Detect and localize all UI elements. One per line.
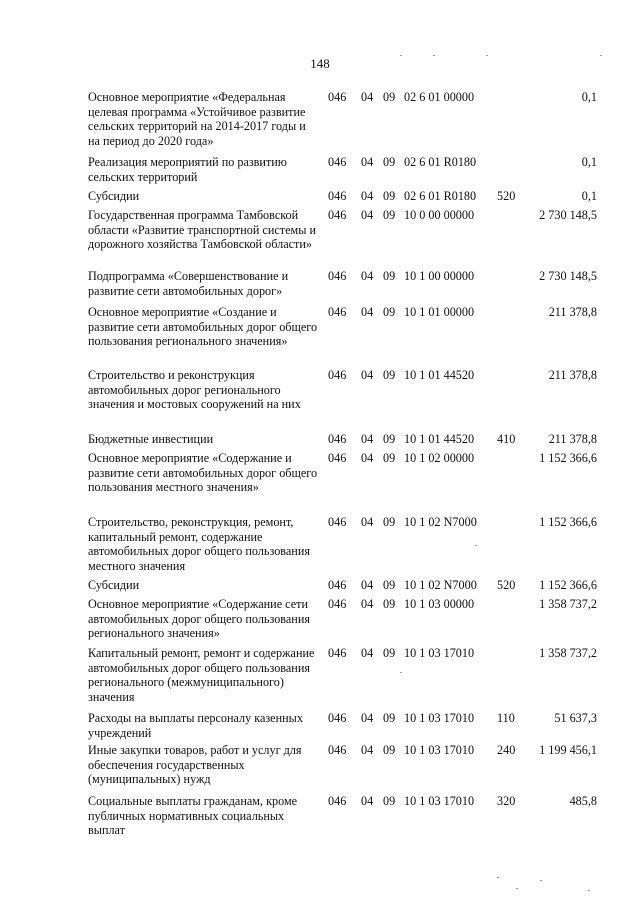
page-number: 148 xyxy=(310,56,330,71)
row-name: Субсидии xyxy=(88,189,140,203)
row-name: Основное мероприятие «Содержание сети автомобильных дорог общего пользования регионального значения» xyxy=(88,597,310,640)
row-rz: 04 xyxy=(361,711,374,725)
row-sum: 211 378,8 xyxy=(548,432,597,446)
row-rz: 04 xyxy=(361,597,374,611)
row-csr: 10 1 03 17010 xyxy=(404,646,475,660)
row-pr: 09 xyxy=(383,189,396,203)
row-rz: 04 xyxy=(361,155,374,169)
row-pr: 09 xyxy=(383,368,396,382)
row-ved: 046 xyxy=(328,189,347,203)
row-name: Капитальный ремонт, ремонт и содержание автомобильных дорог общего пользования регионального (межмуниципального) значения xyxy=(88,646,315,704)
row-pr: 09 xyxy=(383,305,396,319)
row-sum: 2 730 148,5 xyxy=(539,208,597,222)
row-name: Строительство, реконструкция, ремонт, капитальный ремонт, содержание автомобильных дорог общего пользования местного значения xyxy=(88,515,310,573)
row-ved: 046 xyxy=(328,432,347,446)
row-vr: 110 xyxy=(497,711,515,725)
row-ved: 046 xyxy=(328,578,347,592)
row-sum: 1 199 456,1 xyxy=(539,743,597,757)
row-pr: 09 xyxy=(383,90,396,104)
row-rz: 04 xyxy=(361,368,374,382)
row-name: Строительство и реконструкция автомобильных дорог регионального значения и мостовых сооружений на них xyxy=(88,368,301,411)
row-pr: 09 xyxy=(383,711,396,725)
row-sum: 51 637,3 xyxy=(554,711,597,725)
row-vr: 320 xyxy=(497,794,516,808)
row-name: Расходы на выплаты персоналу казенных учреждений xyxy=(88,711,303,740)
row-sum: 1 358 737,2 xyxy=(539,597,597,611)
scan-speck xyxy=(497,877,499,878)
row-csr: 02 6 01 00000 xyxy=(404,90,475,104)
row-sum: 0,1 xyxy=(581,189,597,203)
row-rz: 04 xyxy=(361,189,374,203)
row-csr: 10 0 00 00000 xyxy=(404,208,475,222)
scan-speck xyxy=(540,880,542,881)
row-ved: 046 xyxy=(328,368,347,382)
scan-speck xyxy=(433,55,435,56)
row-name: Основное мероприятие «Создание и развитие сети автомобильных дорог общего пользования регионального значения» xyxy=(88,305,318,348)
row-ved: 046 xyxy=(328,269,347,283)
row-csr: 10 1 03 17010 xyxy=(404,794,475,808)
row-name: Субсидии xyxy=(88,578,140,592)
row-sum: 1 152 366,6 xyxy=(539,515,597,529)
row-rz: 04 xyxy=(361,578,374,592)
row-ved: 046 xyxy=(328,711,347,725)
row-rz: 04 xyxy=(361,794,374,808)
row-vr: 410 xyxy=(497,432,516,446)
scan-speck xyxy=(588,890,590,891)
row-csr: 10 1 03 17010 xyxy=(404,743,475,757)
row-csr: 02 6 01 R0180 xyxy=(404,189,477,203)
row-csr: 10 1 00 00000 xyxy=(404,269,475,283)
row-rz: 04 xyxy=(361,305,374,319)
row-rz: 04 xyxy=(361,515,374,529)
row-name: Реализация мероприятий по развитию сельских территорий xyxy=(88,155,287,184)
row-csr: 02 6 01 R0180 xyxy=(404,155,477,169)
scan-speck xyxy=(516,888,518,889)
row-ved: 046 xyxy=(328,451,347,465)
row-rz: 04 xyxy=(361,432,374,446)
row-name: Бюджетные инвестиции xyxy=(88,432,214,446)
scan-speck xyxy=(475,545,477,546)
row-sum: 1 358 737,2 xyxy=(539,646,597,660)
row-rz: 04 xyxy=(361,743,374,757)
row-ved: 046 xyxy=(328,743,347,757)
row-ved: 046 xyxy=(328,597,347,611)
row-ved: 046 xyxy=(328,646,347,660)
row-sum: 0,1 xyxy=(581,155,597,169)
row-name: Подпрограмма «Совершенствование и развитие сети автомобильных дорог» xyxy=(88,269,289,298)
row-name: Иные закупки товаров, работ и услуг для обеспечения государственных (муниципальных) нужд xyxy=(88,743,302,786)
row-ved: 046 xyxy=(328,794,347,808)
row-csr: 10 1 02 N7000 xyxy=(404,515,477,529)
row-pr: 09 xyxy=(383,578,396,592)
row-csr: 10 1 01 00000 xyxy=(404,305,475,319)
row-pr: 09 xyxy=(383,432,396,446)
row-sum: 211 378,8 xyxy=(548,368,597,382)
row-pr: 09 xyxy=(383,451,396,465)
row-vr: 520 xyxy=(497,578,516,592)
row-rz: 04 xyxy=(361,208,374,222)
row-pr: 09 xyxy=(383,794,396,808)
row-pr: 09 xyxy=(383,515,396,529)
row-csr: 10 1 03 00000 xyxy=(404,597,475,611)
row-sum: 211 378,8 xyxy=(548,305,597,319)
row-sum: 1 152 366,6 xyxy=(539,451,597,465)
row-sum: 2 730 148,5 xyxy=(539,269,597,283)
row-vr: 240 xyxy=(497,743,516,757)
scan-speck xyxy=(400,672,402,673)
row-ved: 046 xyxy=(328,305,347,319)
row-pr: 09 xyxy=(383,597,396,611)
row-ved: 046 xyxy=(328,515,347,529)
row-csr: 10 1 01 44520 xyxy=(404,432,475,446)
row-rz: 04 xyxy=(361,90,374,104)
row-name: Государственная программа Тамбовской области «Развитие транспортной системы и дорожного хозяйства Тамбовской области» xyxy=(88,208,316,251)
row-ved: 046 xyxy=(328,208,347,222)
row-sum: 1 152 366,6 xyxy=(539,578,597,592)
scan-speck xyxy=(486,55,488,56)
row-pr: 09 xyxy=(383,743,396,757)
row-csr: 10 1 03 17010 xyxy=(404,711,475,725)
row-pr: 09 xyxy=(383,646,396,660)
row-ved: 046 xyxy=(328,90,347,104)
row-name: Социальные выплаты гражданам, кроме публичных нормативных социальных выплат xyxy=(88,794,298,837)
row-sum: 0,1 xyxy=(581,90,597,104)
scan-speck xyxy=(600,55,602,56)
row-sum: 485,8 xyxy=(569,794,597,808)
row-rz: 04 xyxy=(361,451,374,465)
row-rz: 04 xyxy=(361,269,374,283)
row-pr: 09 xyxy=(383,269,396,283)
scan-speck xyxy=(400,55,402,56)
row-csr: 10 1 02 N7000 xyxy=(404,578,477,592)
row-rz: 04 xyxy=(361,646,374,660)
row-pr: 09 xyxy=(383,155,396,169)
row-csr: 10 1 01 44520 xyxy=(404,368,475,382)
row-name: Основное мероприятие «Федеральная целевая программа «Устойчивое развитие сельских территорий на 2014-2017 годы и на период до 2020 года» xyxy=(88,90,306,148)
row-csr: 10 1 02 00000 xyxy=(404,451,475,465)
row-pr: 09 xyxy=(383,208,396,222)
row-name: Основное мероприятие «Содержание и развитие сети автомобильных дорог общего пользования местного значения» xyxy=(88,451,318,494)
row-vr: 520 xyxy=(497,189,516,203)
row-ved: 046 xyxy=(328,155,347,169)
